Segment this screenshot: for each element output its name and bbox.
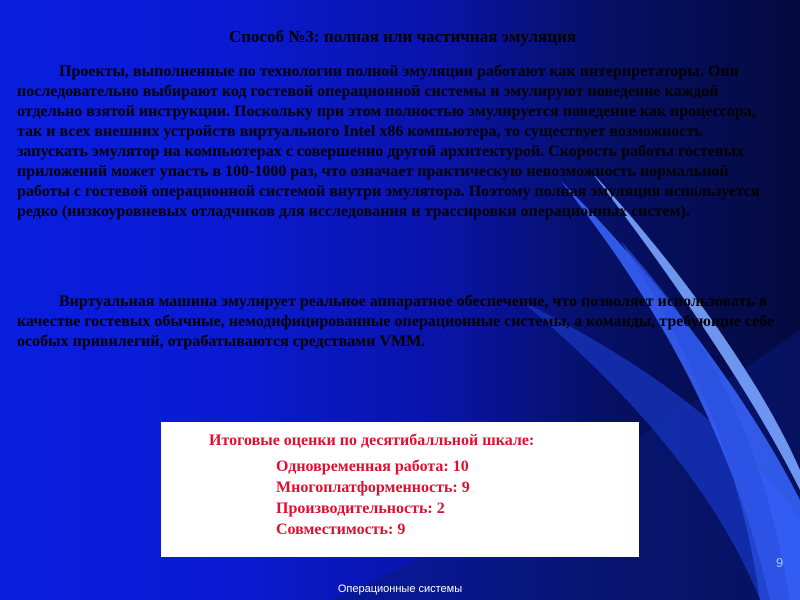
score-item-concurrency: Одновременная работа: 10	[276, 458, 469, 475]
paragraph-full-emulation: Проекты, выполненные по технологии полной эмуляции работают как интерпретаторы. Они последовательно выбирают код гостевой операционной системы и эмулируют поведение каждой отдельно взятой инструкции. Поскольку при этом полностью эмулируется поведение как процессора, так и всех внешних устройств виртуального Intel x86 компьютера, то существует возможность запускать эмулятор на компьютерах с совершенно другой архитектурой. Скорость работы гостевых приложений может упасть в 100-1000 раз, что означает практическую невозможность нормальной работы с гостевой операционной системой внутри эмулятора. Поэтому полная эмуляция используется редко (низкоуровневых отладчиков для исследования и трассировки операционных систем).	[17, 63, 760, 220]
paragraph-virtual-machine: Виртуальная машина эмулирует реальное аппаратное обеспечение, что позволяет использовать в качестве гостевых обычные, немодифицированные операционные системы, а команды, требующие себе особых привилегий, отрабатываются средствами VMM.	[17, 293, 775, 350]
scores-list	[276, 456, 470, 540]
scores-box	[161, 422, 639, 557]
score-item-performance: Производительность: 2	[276, 500, 445, 517]
score-item-compatibility: Совместимость: 9	[276, 521, 406, 538]
slide-title: Способ №3: полная или частичная эмуляция	[228, 27, 577, 46]
footer-text: Операционные системы	[337, 583, 463, 595]
score-item-multiplatform: Многоплатформенность: 9	[276, 479, 470, 496]
page-number: 9	[776, 555, 784, 570]
scores-heading: Итоговые оценки по десятибалльной шкале:	[209, 432, 535, 449]
